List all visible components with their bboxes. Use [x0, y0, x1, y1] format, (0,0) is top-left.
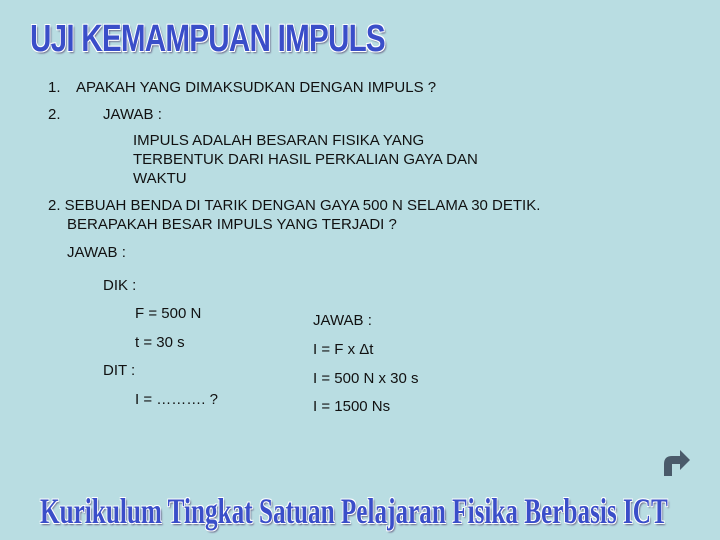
- answer-1-number: 2.: [48, 106, 61, 123]
- dik-force: F = 500 N: [135, 305, 202, 322]
- dit-label: DIT :: [103, 362, 136, 379]
- dit-value: I = ………. ?: [135, 391, 218, 408]
- formula-step: I = 1500 Ns: [313, 398, 391, 415]
- formula-step: I = F x Δt: [313, 341, 374, 358]
- dik-time: t = 30 s: [135, 334, 185, 351]
- footer-banner: Kurikulum Tingkat Satuan Pelajaran Fisika Berbasis ICT: [40, 491, 668, 531]
- question-1-number: 1.: [48, 79, 61, 96]
- answer-2-jawab-label: JAWAB :: [313, 312, 372, 329]
- dik-label: DIK :: [103, 277, 137, 294]
- return-button[interactable]: [658, 446, 692, 480]
- answer-1-label: JAWAB :: [103, 106, 162, 123]
- answer-1-line: IMPULS ADALAH BESARAN FISIKA YANG: [133, 132, 425, 149]
- answer-1-line: TERBENTUK DARI HASIL PERKALIAN GAYA DAN: [133, 151, 478, 168]
- question-1-text: APAKAH YANG DIMAKSUDKAN DENGAN IMPULS ?: [76, 79, 437, 96]
- page-title: UJI KEMAMPUAN IMPULS: [30, 18, 385, 60]
- answer-2-label: JAWAB :: [67, 244, 126, 261]
- return-arrow-icon: [658, 446, 692, 480]
- formula-step: I = 500 N x 30 s: [313, 370, 419, 387]
- question-2-line: 2. SEBUAH BENDA DI TARIK DENGAN GAYA 500 N SELAMA 30 DETIK.: [48, 197, 541, 214]
- answer-1-line: WAKTU: [133, 170, 187, 187]
- question-2-line: BERAPAKAH BESAR IMPULS YANG TERJADI ?: [67, 216, 397, 233]
